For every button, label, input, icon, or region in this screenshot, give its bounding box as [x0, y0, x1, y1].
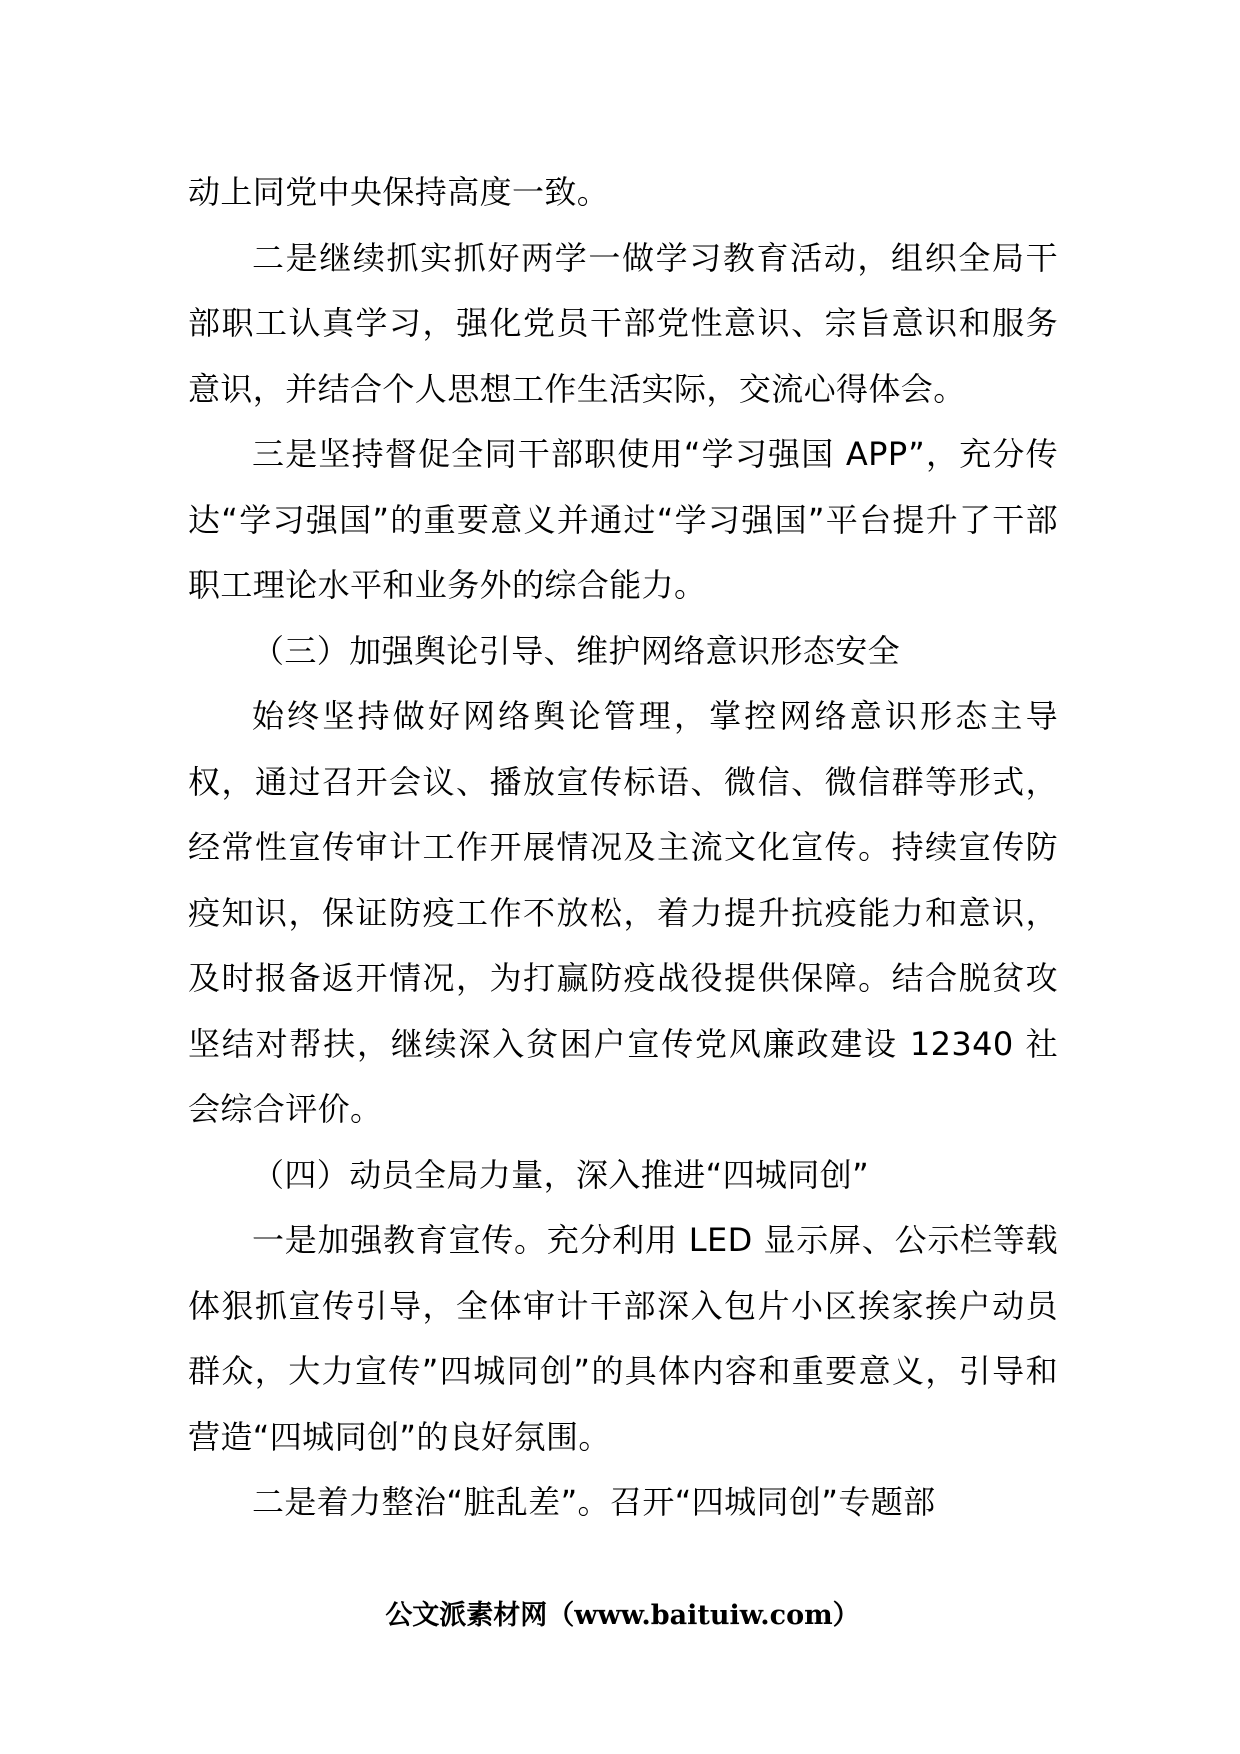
- paragraph-4: 始终坚持做好网络舆论管理，掌控网络意识形态主导权，通过召开会议、播放宣传标语、微信、微信群等形式，经常性宣传审计工作开展情况及主流文化宣传。持续宣传防疫知识，保证防疫工作不放松，着力提升抗疫能力和意识，及时报备返开情况，为打赢防疫战役提供保障。结合脱贫攻坚结对帮扶，继续深入贫困户宣传党风廉政建设 12340 社会综合评价。: [188, 697, 1058, 1128]
- paragraph-5: 一是加强教育宣传。充分利用 LED 显示屏、公示栏等载体狠抓宣传引导，全体审计干部深入包片小区挨家挨户动员群众，大力宣传”四城同创”的具体内容和重要意义，引导和营造“四城同创”的良好氛围。: [188, 1221, 1058, 1456]
- section-heading-4: （四）动员全局力量，深入推进“四城同创”: [252, 1155, 870, 1194]
- paragraph-3: 三是坚持督促全同干部职使用“学习强国 APP”，充分传达“学习强国”的重要意义并通过“学习强国”平台提升了干部职工理论水平和业务外的综合能力。: [188, 435, 1058, 604]
- paragraph-1: 动上同党中央保持高度一致。: [188, 173, 610, 211]
- footer-watermark: 公文派素材网（www.baituiw.com）: [385, 1600, 860, 1631]
- document-body: [188, 160, 1058, 1536]
- section-heading-3: （三）加强舆论引导、维护网络意识形态安全: [252, 631, 901, 670]
- paragraph-6: 二是着力整治“脏乱差”。召开“四城同创”专题部: [252, 1483, 936, 1521]
- paragraph-2: 二是继续抓实抓好两学一做学习教育活动，组织全局干部职工认真学习，强化党员干部党性意识、宗旨意识和服务意识，并结合个人思想工作生活实际，交流心得体会。: [188, 238, 1058, 408]
